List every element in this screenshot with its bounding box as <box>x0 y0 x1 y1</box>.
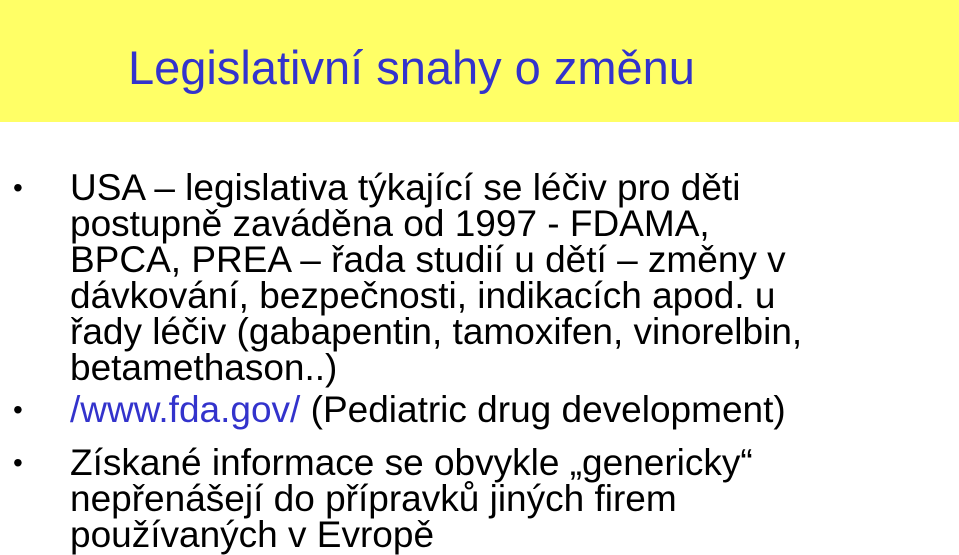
bullet-line: Získané informace se obvykle „genericky“ <box>70 442 753 483</box>
bullet-line: používaných v Evropě <box>70 514 435 555</box>
bullet-generic-information <box>13 442 753 555</box>
bullet-line: betamethason..) <box>70 347 338 388</box>
bullet-line: dávkování, bezpečnosti, indikacích apod. u <box>70 275 776 316</box>
bullet-usa-legislation <box>13 167 803 388</box>
bullet-line: USA – legislativa týkající se léčiv pro děti <box>70 167 741 208</box>
bullet-line: řady léčiv (gabapentin, tamoxifen, vinorelbin, <box>70 311 803 352</box>
bullet-dot-icon: • <box>13 172 23 203</box>
bullet-dot-icon: • <box>13 394 23 425</box>
bullet-dot-icon: • <box>13 447 23 478</box>
bullet-fda-link <box>13 389 786 430</box>
fda-link-description: (Pediatric drug development) <box>300 389 786 430</box>
bullet-line: BPCA, PREA – řada studií u dětí – změny v <box>70 239 786 280</box>
fda-link[interactable]: /www.fda.gov/ <box>70 389 301 430</box>
slide-title: Legislativní snahy o změnu <box>128 41 695 94</box>
bullet-line: postupně zaváděna od 1997 - FDAMA, <box>70 203 710 244</box>
title-band <box>0 0 959 122</box>
bullet-line: nepřenášejí do přípravků jiných firem <box>70 478 677 519</box>
